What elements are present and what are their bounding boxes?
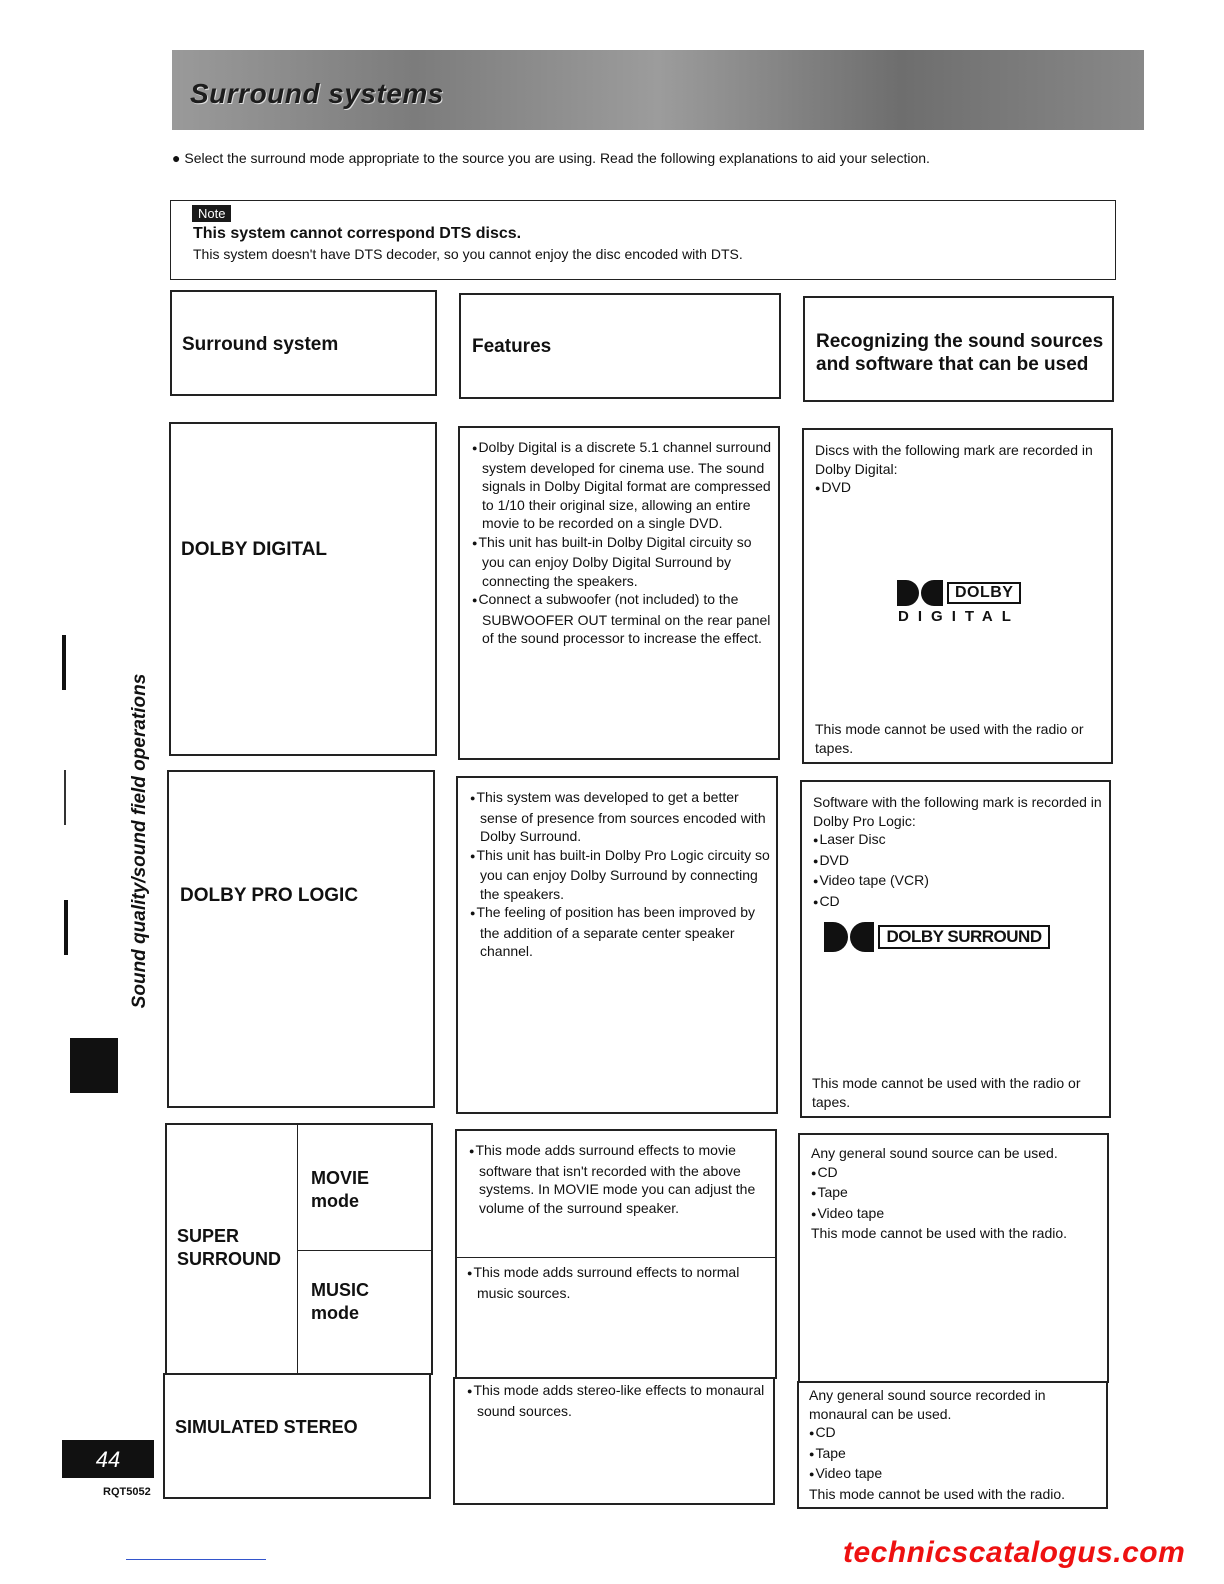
- dolby-digital-features: [472, 438, 772, 648]
- row-simulated-stereo-recognize-cell: [797, 1381, 1108, 1509]
- rec-item: ● Video tape: [811, 1204, 1103, 1225]
- music-mode-features: [467, 1263, 765, 1302]
- rec-item: ● CD: [811, 1163, 1103, 1184]
- rec-item: ● Laser Disc: [813, 830, 1105, 851]
- rec-item: ● Tape: [811, 1183, 1103, 1204]
- rec-intro: Any general sound source can be used.: [811, 1145, 1058, 1161]
- rec-item: ● Video tape: [809, 1464, 1101, 1485]
- section-tab-block: [70, 1038, 118, 1093]
- header-recognizing: [803, 296, 1114, 402]
- note-body: This system doesn't have DTS decoder, so you cannot enjoy the disc encoded with DTS.: [193, 246, 743, 262]
- feature-item: ● Dolby Digital is a discrete 5.1 channel surround system developed for cinema use. The sound signals in Dolby Digital format are compressed to 1/10 their original size, allowing an entire movie to be recorded on a single DVD.: [472, 438, 772, 533]
- rec-item: ● CD: [813, 892, 1105, 913]
- row-dolby-digital-recognize-cell: [802, 428, 1113, 764]
- dolby-digital-logo: [884, 580, 1034, 625]
- cell-divider: [457, 1257, 775, 1258]
- header-features-label: Features: [472, 336, 552, 357]
- double-d-icon: [824, 922, 874, 952]
- rec-intro: Software with the following mark is recorded in Dolby Pro Logic:: [813, 794, 1102, 829]
- row-pro-logic-features-cell: [456, 776, 778, 1114]
- feature-item: ● This unit has built-in Dolby Digital circuity so you can enjoy Dolby Digital Surround by connecting the speakers.: [472, 533, 772, 591]
- movie-mode-label: MOVIE mode: [311, 1168, 370, 1211]
- row-simulated-stereo-name-cell: [163, 1373, 431, 1499]
- rec-item: ● CD: [809, 1423, 1101, 1444]
- row-super-surround-features-cell: [455, 1129, 777, 1379]
- dolby-surround-logo: [824, 922, 1050, 952]
- section-title-vertical: Sound quality/sound field operations: [129, 673, 150, 1009]
- watermark-link[interactable]: technicscatalogus.com: [843, 1536, 1186, 1569]
- rec-item: ● Video tape (VCR): [813, 871, 1105, 892]
- simulated-stereo-recognize: [809, 1386, 1101, 1503]
- music-mode-label: MUSIC mode: [311, 1280, 369, 1323]
- rec-list: [811, 1163, 1103, 1225]
- rec-note: This mode cannot be used with the radio or tapes.: [815, 721, 1084, 756]
- feature-item: ● This mode adds stereo-like effects to monaural sound sources.: [467, 1381, 765, 1420]
- page-number: 44: [62, 1440, 154, 1478]
- header-features: [459, 293, 781, 399]
- row-super-surround-name-cell: [165, 1123, 433, 1375]
- sidebar-mark: [62, 635, 66, 690]
- dolby-logo-sub: DIGITAL: [898, 608, 1020, 625]
- feature-item: ● This system was developed to get a better sense of presence from sources encoded with Dolby Surround.: [470, 788, 770, 846]
- cell-divider: [297, 1125, 298, 1373]
- header-surround-system: [170, 290, 437, 396]
- row-super-surround-recognize-cell: [798, 1133, 1109, 1383]
- dolby-digital-recognize: [815, 441, 1105, 499]
- row-dolby-digital-features-cell: [458, 426, 780, 760]
- simulated-stereo-label: SIMULATED STEREO: [175, 1417, 358, 1437]
- row-dolby-digital-name-cell: [169, 422, 437, 756]
- dolby-digital-label: DOLBY DIGITAL: [181, 539, 328, 560]
- footer-rule: [126, 1559, 266, 1560]
- feature-item: ● This mode adds surround effects to movie software that isn't recorded with the above systems. In MOVIE mode you can adjust the volume of the surround speaker.: [469, 1141, 767, 1217]
- intro-text: ● Select the surround mode appropriate to the source you are using. Read the following explanations to aid your selection.: [172, 150, 930, 166]
- rec-note: This mode cannot be used with the radio.: [811, 1225, 1068, 1241]
- rec-list: [813, 830, 1105, 912]
- rec-note: This mode cannot be used with the radio.: [809, 1485, 1066, 1502]
- pro-logic-recognize: [813, 793, 1105, 912]
- rec-item: ● DVD: [815, 478, 1105, 499]
- row-pro-logic-recognize-cell: [800, 780, 1111, 1118]
- rec-note: This mode cannot be used with the radio or tapes.: [812, 1075, 1081, 1110]
- super-surround-recognize: [811, 1144, 1103, 1243]
- sidebar-mark: [64, 770, 66, 825]
- cell-divider: [297, 1250, 431, 1251]
- rec-item: ● DVD: [813, 851, 1105, 872]
- doc-code: RQT5052: [103, 1486, 151, 1498]
- row-simulated-stereo-features-cell: [453, 1377, 775, 1505]
- feature-item: ● This mode adds surround effects to normal music sources.: [467, 1263, 765, 1302]
- feature-item: ● This unit has built-in Dolby Pro Logic circuity so you can enjoy Dolby Surround by connecting the speakers.: [470, 846, 770, 904]
- dolby-logo-word: DOLBY SURROUND: [878, 925, 1049, 949]
- header-recognizing-label: Recognizing the sound sources and software that can be used: [816, 331, 1104, 375]
- simulated-stereo-features: [467, 1381, 765, 1420]
- rec-list: [815, 478, 1105, 499]
- pro-logic-label: DOLBY PRO LOGIC: [180, 885, 359, 906]
- header-surround-system-label: Surround system: [182, 334, 339, 355]
- feature-item: ● The feeling of position has been improved by the addition of a separate center speaker channel.: [470, 903, 770, 961]
- pro-logic-features: [470, 788, 770, 961]
- double-d-icon: [897, 580, 943, 606]
- rec-list: [809, 1423, 1101, 1485]
- note-label: Note: [192, 205, 231, 222]
- feature-item: ● Connect a subwoofer (not included) to the SUBWOOFER OUT terminal on the rear panel of the sound processor to increase the effect.: [472, 590, 772, 648]
- page-title: Surround systems: [190, 78, 444, 109]
- super-surround-label: SUPER SURROUND: [177, 1226, 282, 1269]
- intro-text-content: Select the surround mode appropriate to the source you are using. Read the following explanations to aid your selection.: [184, 150, 930, 166]
- row-pro-logic-name-cell: [167, 770, 435, 1108]
- dolby-logo-word: DOLBY: [947, 582, 1022, 604]
- rec-intro: Discs with the following mark are recorded in Dolby Digital:: [815, 442, 1093, 477]
- movie-mode-features: [469, 1141, 767, 1217]
- rec-item: ● Tape: [809, 1444, 1101, 1465]
- note-heading: This system cannot correspond DTS discs.: [193, 225, 522, 242]
- rec-intro: Any general sound source recorded in monaural can be used.: [809, 1387, 1046, 1422]
- sidebar-mark: [64, 900, 68, 955]
